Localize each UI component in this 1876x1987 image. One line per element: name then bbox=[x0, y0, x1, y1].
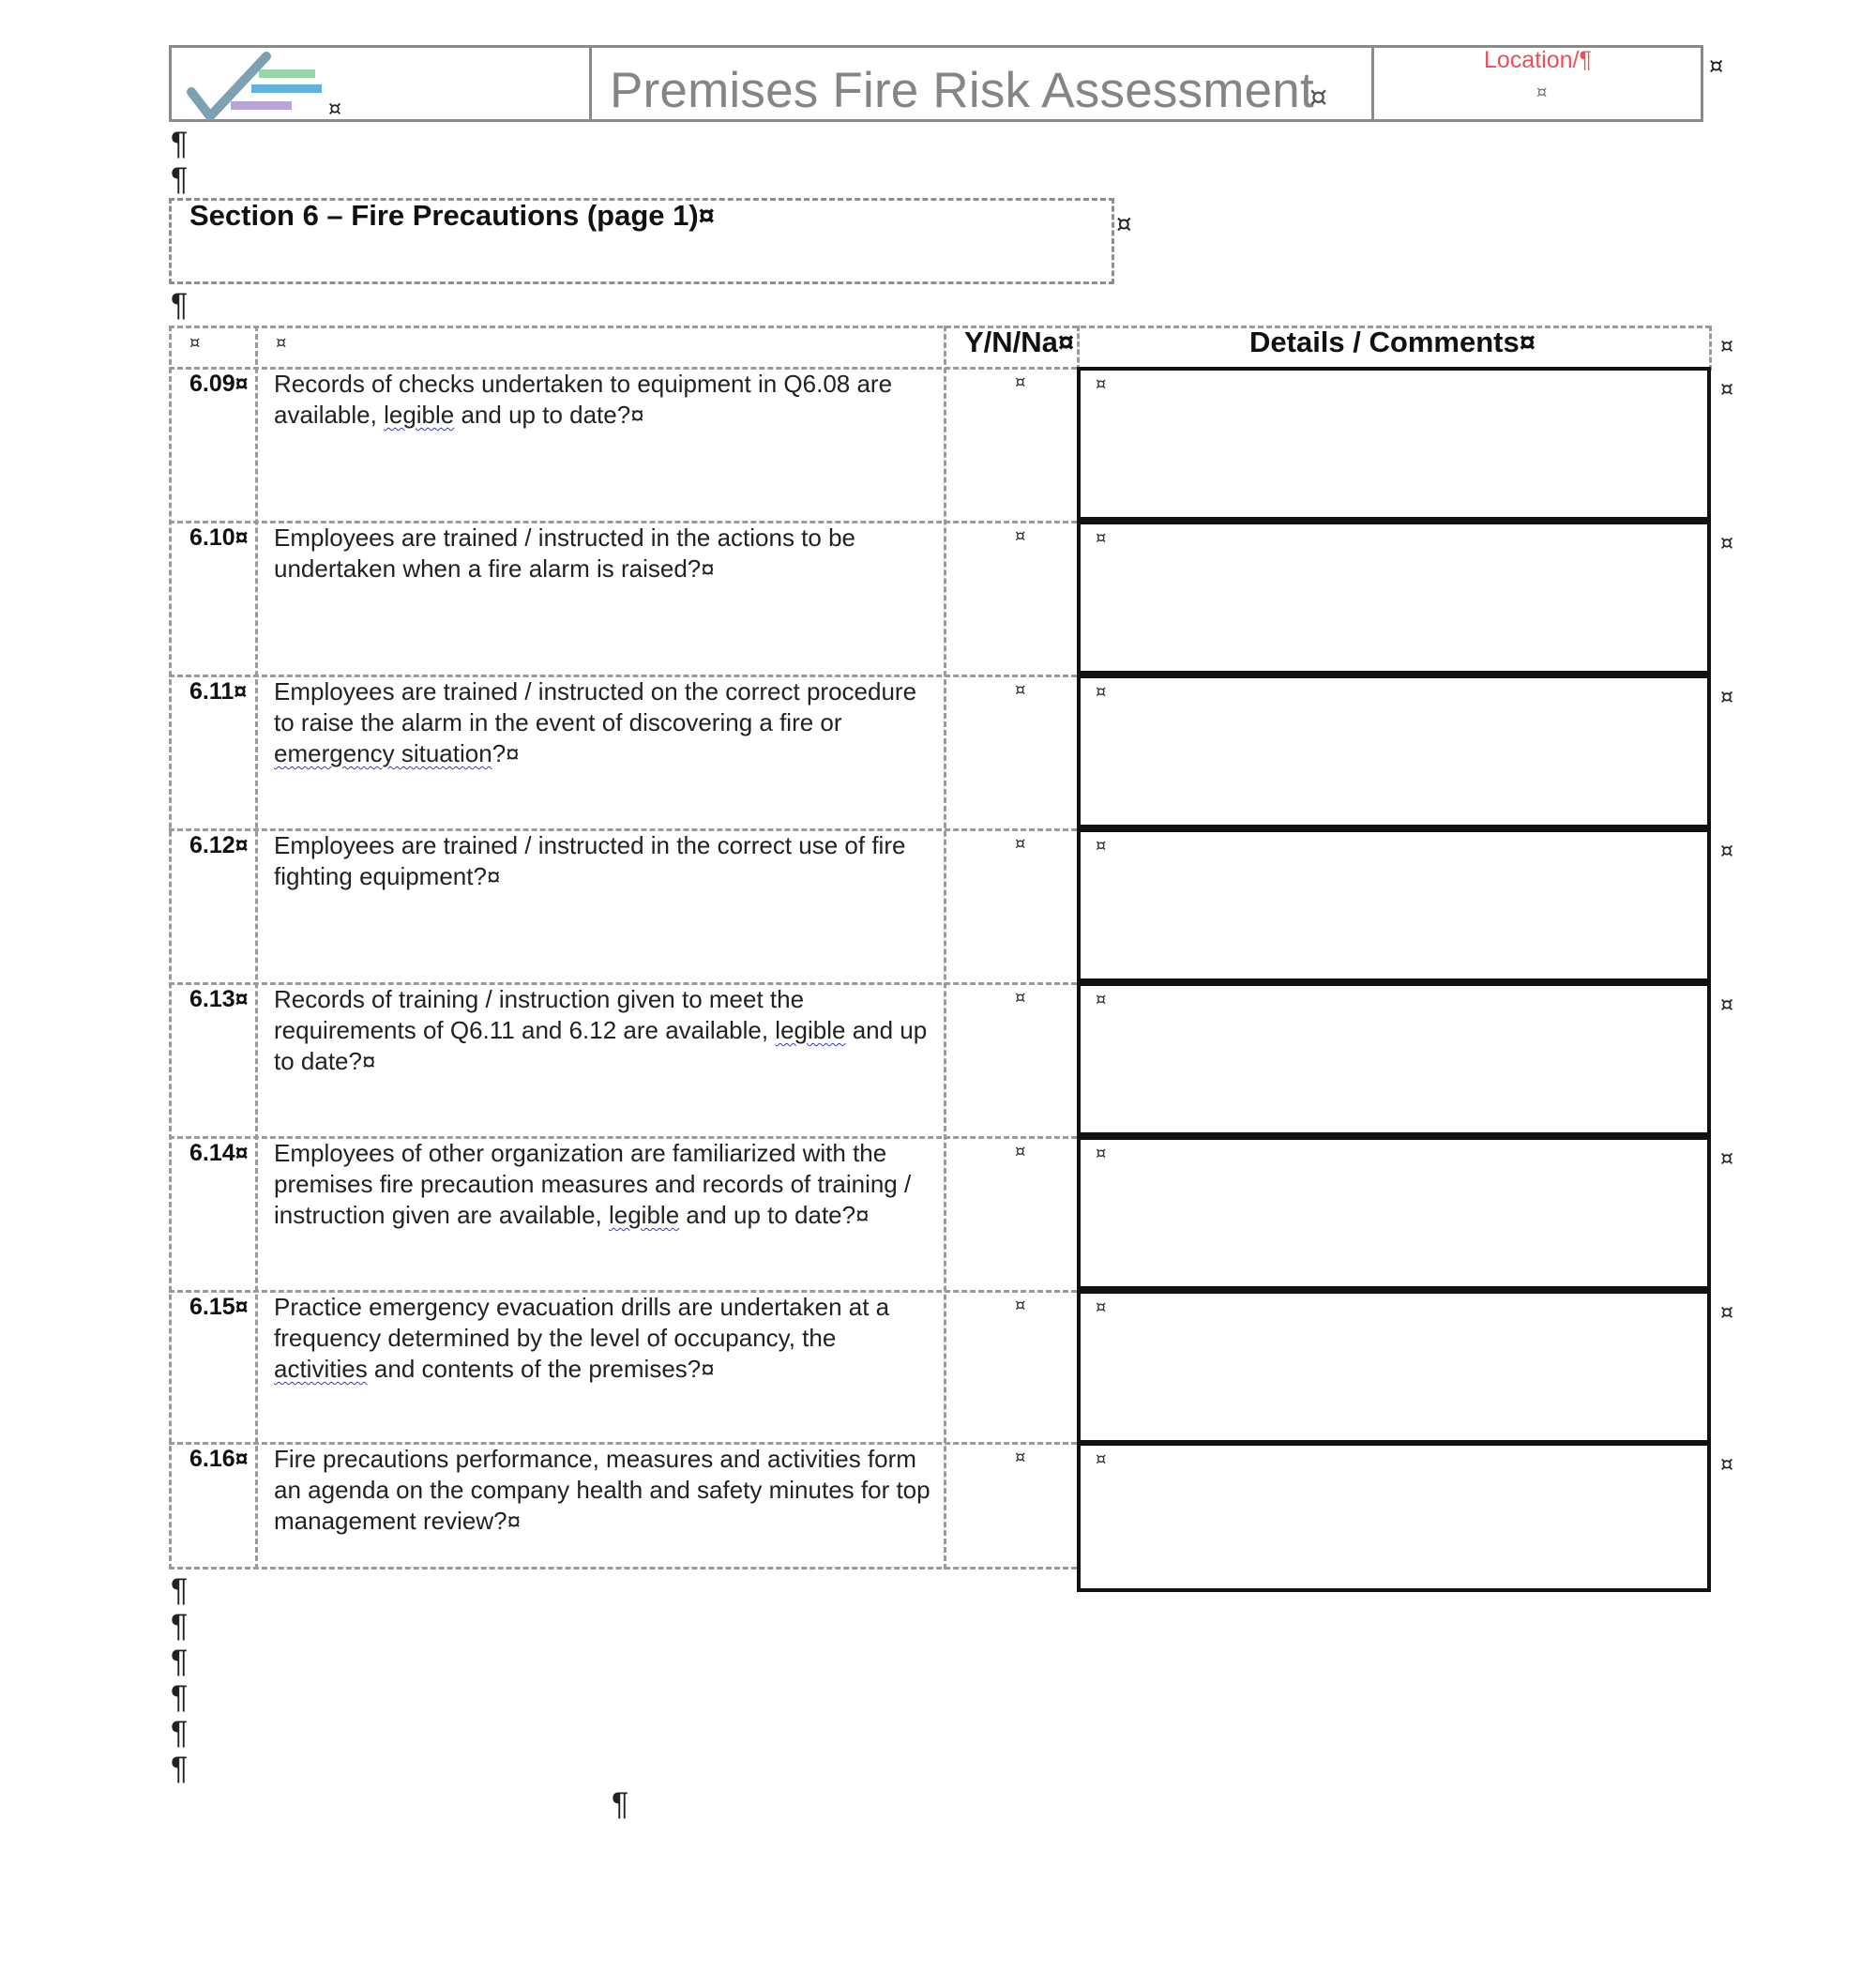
yn-answer-cell[interactable]: ¤ bbox=[1015, 1142, 1026, 1161]
yn-answer-cell[interactable]: ¤ bbox=[1015, 680, 1026, 700]
paragraph-mark: ¶ bbox=[171, 1644, 189, 1679]
header-cell-mark: ¤ bbox=[276, 333, 287, 353]
comments-column-header: Details / Comments¤ bbox=[1249, 326, 1536, 358]
column-divider bbox=[1077, 326, 1080, 371]
question-number: 6.12¤ bbox=[189, 832, 249, 858]
row-end-mark: ¤ bbox=[1720, 994, 1733, 1017]
checklist-table bbox=[169, 326, 1733, 1570]
logo-bar-blue bbox=[251, 84, 322, 93]
row-end-mark: ¤ bbox=[1720, 840, 1733, 863]
question-number: 6.16¤ bbox=[189, 1446, 249, 1472]
page-title: Premises Fire Risk Assessment bbox=[610, 63, 1314, 118]
column-divider bbox=[255, 326, 258, 1570]
yn-answer-cell[interactable]: ¤ bbox=[1015, 988, 1026, 1008]
question-text: Records of training / instruction given to meet the requirements of Q6.11 and 6.12 are available, legible and up to date?¤ bbox=[274, 985, 928, 1075]
paragraph-mark: ¶ bbox=[612, 1786, 629, 1822]
header-divider bbox=[1371, 45, 1374, 122]
paragraph-mark: ¶ bbox=[171, 1608, 189, 1644]
yn-column-header: Y/N/Na¤ bbox=[964, 326, 1075, 358]
comment-cell-mark: ¤ bbox=[1096, 374, 1107, 394]
table-bottom-border bbox=[169, 1567, 1077, 1570]
column-divider bbox=[1709, 326, 1712, 371]
comment-cell-mark: ¤ bbox=[1096, 990, 1107, 1009]
yn-answer-cell[interactable]: ¤ bbox=[1015, 372, 1026, 392]
yn-answer-cell[interactable]: ¤ bbox=[1015, 834, 1026, 854]
row-end-mark: ¤ bbox=[1720, 686, 1733, 709]
paragraph-mark: ¶ bbox=[171, 287, 189, 323]
logo-cell-mark: ¤ bbox=[328, 98, 341, 121]
comment-cell-mark: ¤ bbox=[1096, 1449, 1107, 1469]
question-text: Employees are trained / instructed in the correct use of fire fighting equipment?¤ bbox=[274, 831, 906, 890]
question-text: Records of checks undertaken to equipment in Q6.08 are available, legible and up to date?¤ bbox=[274, 370, 893, 429]
paragraph-mark: ¶ bbox=[171, 126, 189, 161]
question-number: 6.10¤ bbox=[189, 524, 249, 551]
question-text: Employees are trained / instructed in the actions to be undertaken when a fire alarm is raised?¤ bbox=[274, 523, 856, 583]
paragraph-mark: ¶ bbox=[171, 1751, 189, 1786]
header-divider bbox=[589, 45, 592, 122]
comment-box[interactable] bbox=[1077, 828, 1711, 982]
question-number: 6.11¤ bbox=[189, 678, 248, 705]
comment-box[interactable] bbox=[1077, 982, 1711, 1136]
question-number: 6.14¤ bbox=[189, 1140, 249, 1166]
paragraph-mark: ¶ bbox=[171, 1572, 189, 1608]
comment-box[interactable] bbox=[1077, 521, 1711, 675]
comment-cell-mark: ¤ bbox=[1096, 1297, 1107, 1317]
header-row-end-mark: ¤ bbox=[1709, 53, 1724, 79]
row-end-mark: ¤ bbox=[1720, 378, 1733, 402]
comment-cell-mark: ¤ bbox=[1096, 1144, 1107, 1163]
paragraph-mark: ¶ bbox=[171, 1679, 189, 1715]
logo-bar-purple bbox=[231, 101, 292, 110]
comment-cell-mark: ¤ bbox=[1096, 836, 1107, 856]
section-title: Section 6 – Fire Precautions (page 1)¤ bbox=[189, 199, 715, 232]
paragraph-mark: ¶ bbox=[171, 161, 189, 197]
question-number: 6.13¤ bbox=[189, 986, 249, 1012]
header-row-end-mark: ¤ bbox=[1720, 335, 1733, 358]
question-text: Fire precautions performance, measures and activities form an agenda on the company health and safety minutes for top management review?¤ bbox=[274, 1445, 930, 1535]
checkmark-logo-icon bbox=[186, 49, 336, 124]
question-text: Employees of other organization are familiarized with the premises fire precaution measures and records of training / instruction given are available, legible and up to date?¤ bbox=[274, 1139, 912, 1229]
yn-answer-cell[interactable]: ¤ bbox=[1015, 1448, 1026, 1467]
comment-cell-mark: ¤ bbox=[1096, 682, 1107, 702]
question-number: 6.09¤ bbox=[189, 371, 249, 397]
row-end-mark: ¤ bbox=[1720, 1147, 1733, 1171]
comment-box[interactable] bbox=[1077, 367, 1711, 521]
comment-box[interactable] bbox=[1077, 1290, 1711, 1444]
column-divider bbox=[944, 326, 946, 1570]
title-cell-mark: ¤ bbox=[1309, 81, 1328, 114]
question-number: 6.15¤ bbox=[189, 1294, 249, 1320]
comment-cell-mark: ¤ bbox=[1096, 528, 1107, 548]
row-end-mark: ¤ bbox=[1720, 1301, 1733, 1325]
question-text: Practice emergency evacuation drills are undertaken at a frequency determined by the level of occupancy, the activities and contents of the premises?¤ bbox=[274, 1293, 890, 1383]
comment-box[interactable] bbox=[1077, 1442, 1711, 1592]
comment-box[interactable] bbox=[1077, 1136, 1711, 1290]
location-cell-mark: ¤ bbox=[1536, 83, 1548, 102]
section-end-mark: ¤ bbox=[1116, 210, 1132, 238]
column-divider bbox=[169, 326, 172, 1570]
logo-bar-green bbox=[259, 69, 315, 78]
location-label[interactable]: Location/¶ bbox=[1484, 47, 1592, 73]
header-cell-mark: ¤ bbox=[189, 333, 201, 353]
row-end-mark: ¤ bbox=[1720, 1453, 1733, 1477]
row-end-mark: ¤ bbox=[1720, 532, 1733, 555]
yn-answer-cell[interactable]: ¤ bbox=[1015, 1296, 1026, 1315]
yn-answer-cell[interactable]: ¤ bbox=[1015, 526, 1026, 546]
paragraph-mark: ¶ bbox=[171, 1715, 189, 1751]
comment-box[interactable] bbox=[1077, 675, 1711, 828]
question-text: Employees are trained / instructed on the correct procedure to raise the alarm in the event of discovering a fire or emergency situation?¤ bbox=[274, 677, 917, 767]
